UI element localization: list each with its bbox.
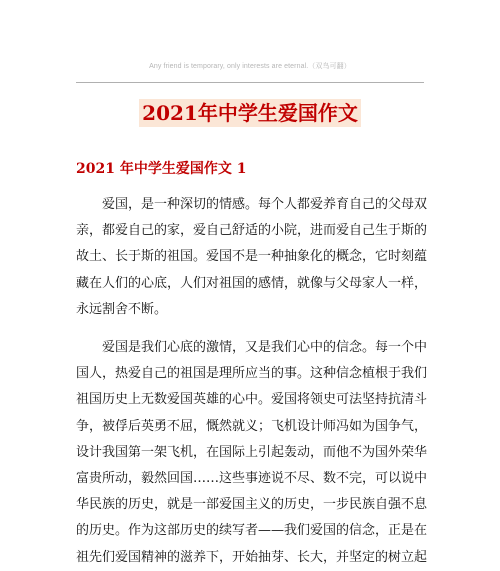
document-title-text: 2021年中学生爱国作文: [139, 99, 361, 127]
header-quote: Any friend is temporary, only interests are eternal.（双鸟可翻）: [149, 63, 351, 70]
paragraph-2: [76, 335, 426, 571]
paragraph-line: 祖先们爱国精神的滋养下，开始抽芽、长大，并坚定的树立起: [76, 549, 428, 565]
paragraph-line: 富贵所动，毅然回国……这些事迹说不尽、数不完，可以说中: [76, 471, 428, 487]
paragraph-line: 永远割舍不断。: [76, 301, 168, 317]
paragraph-line: 藏在人们的心底，人们对祖国的感情，就像与父母家人一样，: [76, 275, 428, 291]
paragraph-line: 的历史。作为这部历史的续写者——我们爱国的信念，正是在: [76, 523, 428, 539]
paragraph-line: 华民族的历史，就是一部爱国主义的历史，一步民族自强不息: [76, 497, 428, 513]
paragraph-line: 爱国，是一种深切的情感。每个人都爱养育自己的父母双: [76, 197, 428, 212]
paragraph-line: 设计我国第一架飞机，在国际上引起轰动，而他不为国外荣华: [76, 444, 428, 460]
paragraph-line: 爱国是我们心底的激情，又是我们心中的信念。每一个中: [76, 340, 428, 355]
header-divider: [76, 82, 424, 83]
document-title: [0, 99, 500, 127]
paragraph-line: 国人，热爱自己的祖国是理所应当的事。这种信念植根于我们: [76, 366, 428, 382]
section-title: 2021 年中学生爱国作文 1: [76, 161, 247, 177]
paragraph-line: 故土、长于斯的祖国。爱国不是一种抽象化的概念，它时刻蕴: [76, 249, 428, 265]
paragraph-1: [76, 192, 426, 323]
paragraph-line: 争，被俘后英勇不屈，慨然就义；飞机设计师冯如为国争气，: [76, 418, 428, 434]
paragraph-line: 祖国历史上无数爱国英雄的心中。爱国将领史可法坚持抗清斗: [76, 392, 428, 408]
paragraph-line: 亲，都爱自己的家，爱自己舒适的小院，进而爱自己生于斯的: [76, 223, 428, 239]
